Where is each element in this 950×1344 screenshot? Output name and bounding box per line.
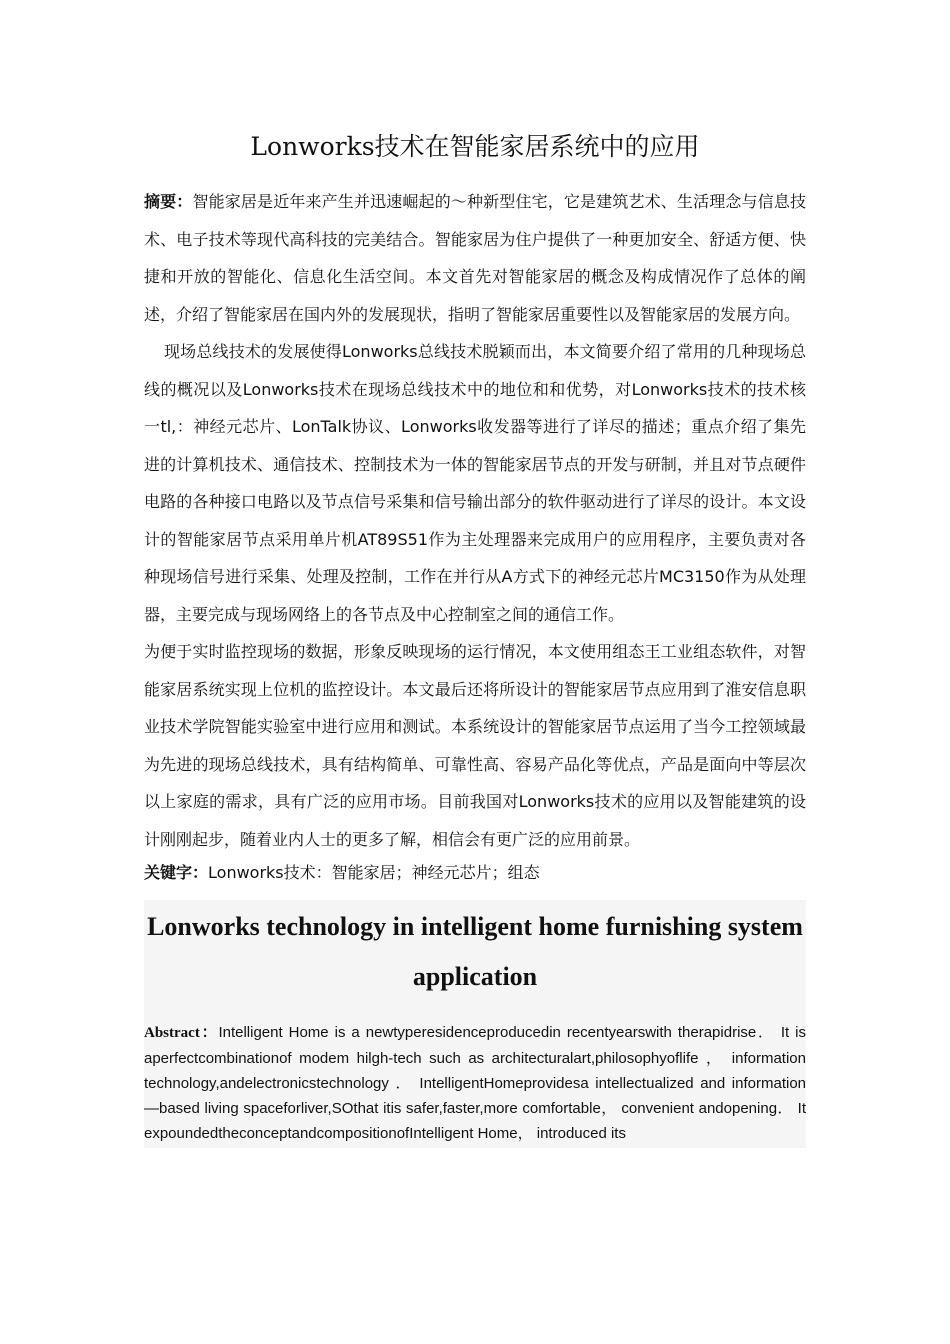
- english-section: [144, 900, 806, 1148]
- english-abstract: [144, 1020, 806, 1148]
- abstract-label: 摘要：: [144, 192, 193, 211]
- keywords-line: [144, 858, 806, 888]
- abstract-paragraph-1: [144, 183, 806, 333]
- abstract-paragraph-2: 现场总线技术的发展使得Lonworks总线技术脱颖而出，本文简要介绍了常用的几种现场总线的概况以及Lonworks技术在现场总线技术中的地位和和优势，对Lonworks技术的技术核一tl,：神经元芯片、LonTalk协议、Lonworks收发器等进行了详尽的描述；重点介绍了集先进的计算机技术、通信技术、控制技术为一体的智能家居节点的开发与研制，并且对节点硬件电路的各种接口电路以及节点信号采集和信号输出部分的软件驱动进行了详尽的设计。本文设计的智能家居节点采用单片机AT89S51作为主处理器来完成用户的应用程序，主要负责对各种现场信号进行采集、处理及控制，工作在并行从A方式下的神经元芯片MC3150作为从处理器，主要完成与现场网络上的各节点及中心控制室之间的通信工作。: [144, 342, 806, 624]
- abstract-paragraph-3: 为便于实时监控现场的数据，形象反映现场的运行情况，本文使用组态王工业组态软件，对智能家居系统实现上位机的监控设计。本文最后还将所设计的智能家居节点应用到了淮安信息职业技术学院智能实验室中进行应用和测试。本系统设计的智能家居节点运用了当今工控领域最为先进的现场总线技术，具有结构简单、可靠性高、容易产品化等优点，产品是面向中等层次以上家庭的需求，具有广泛的应用市场。目前我国对Lonworks技术的应用以及智能建筑的设计刚刚起步，随着业内人士的更多了解，相信会有更广泛的应用前景。: [144, 642, 806, 849]
- keywords-text: Lonworks技术：智能家居；神经元芯片；组态: [208, 863, 540, 882]
- chinese-title: Lonworks技术在智能家居系统中的应用: [250, 132, 700, 161]
- keywords-label: 关键字：: [144, 863, 209, 882]
- abstract-text-1: 智能家居是近年来产生并迅速崛起的～种新型住宅，它是建筑艺术、生活理念与信息技术、电子技术等现代高科技的完美结合。智能家居为住户提供了一种更加安全、舒适方便、快捷和开放的智能化、信息化生活空间。本文首先对智能家居的概念及构成情况作了总体的阐述，介绍了智能家居在国内外的发展现状，指明了智能家居重要性以及智能家居的发展方向。: [144, 192, 806, 324]
- english-abstract-label: Abstract：: [144, 1025, 219, 1041]
- english-abstract-text: Intelligent Home is a newtyperesidenceproducedin recentyearswith therapidrise． It is aperfectcombinationof modem hilgh-tech such as architecturalart,philosophyoflife ， information technology,andelectronicstechnology ． IntelligentHomeprovidesa intellectualized and information—based living spaceforliver,SOthat itis safer,faster,more comfortable， convenient andopening． It expoundedtheconceptandcompositionofIntelligent Home， introduced its: [144, 1024, 806, 1142]
- document-page: [144, 130, 806, 1148]
- english-title: Lonworks technology in intelligent home furnishing system application: [147, 912, 803, 991]
